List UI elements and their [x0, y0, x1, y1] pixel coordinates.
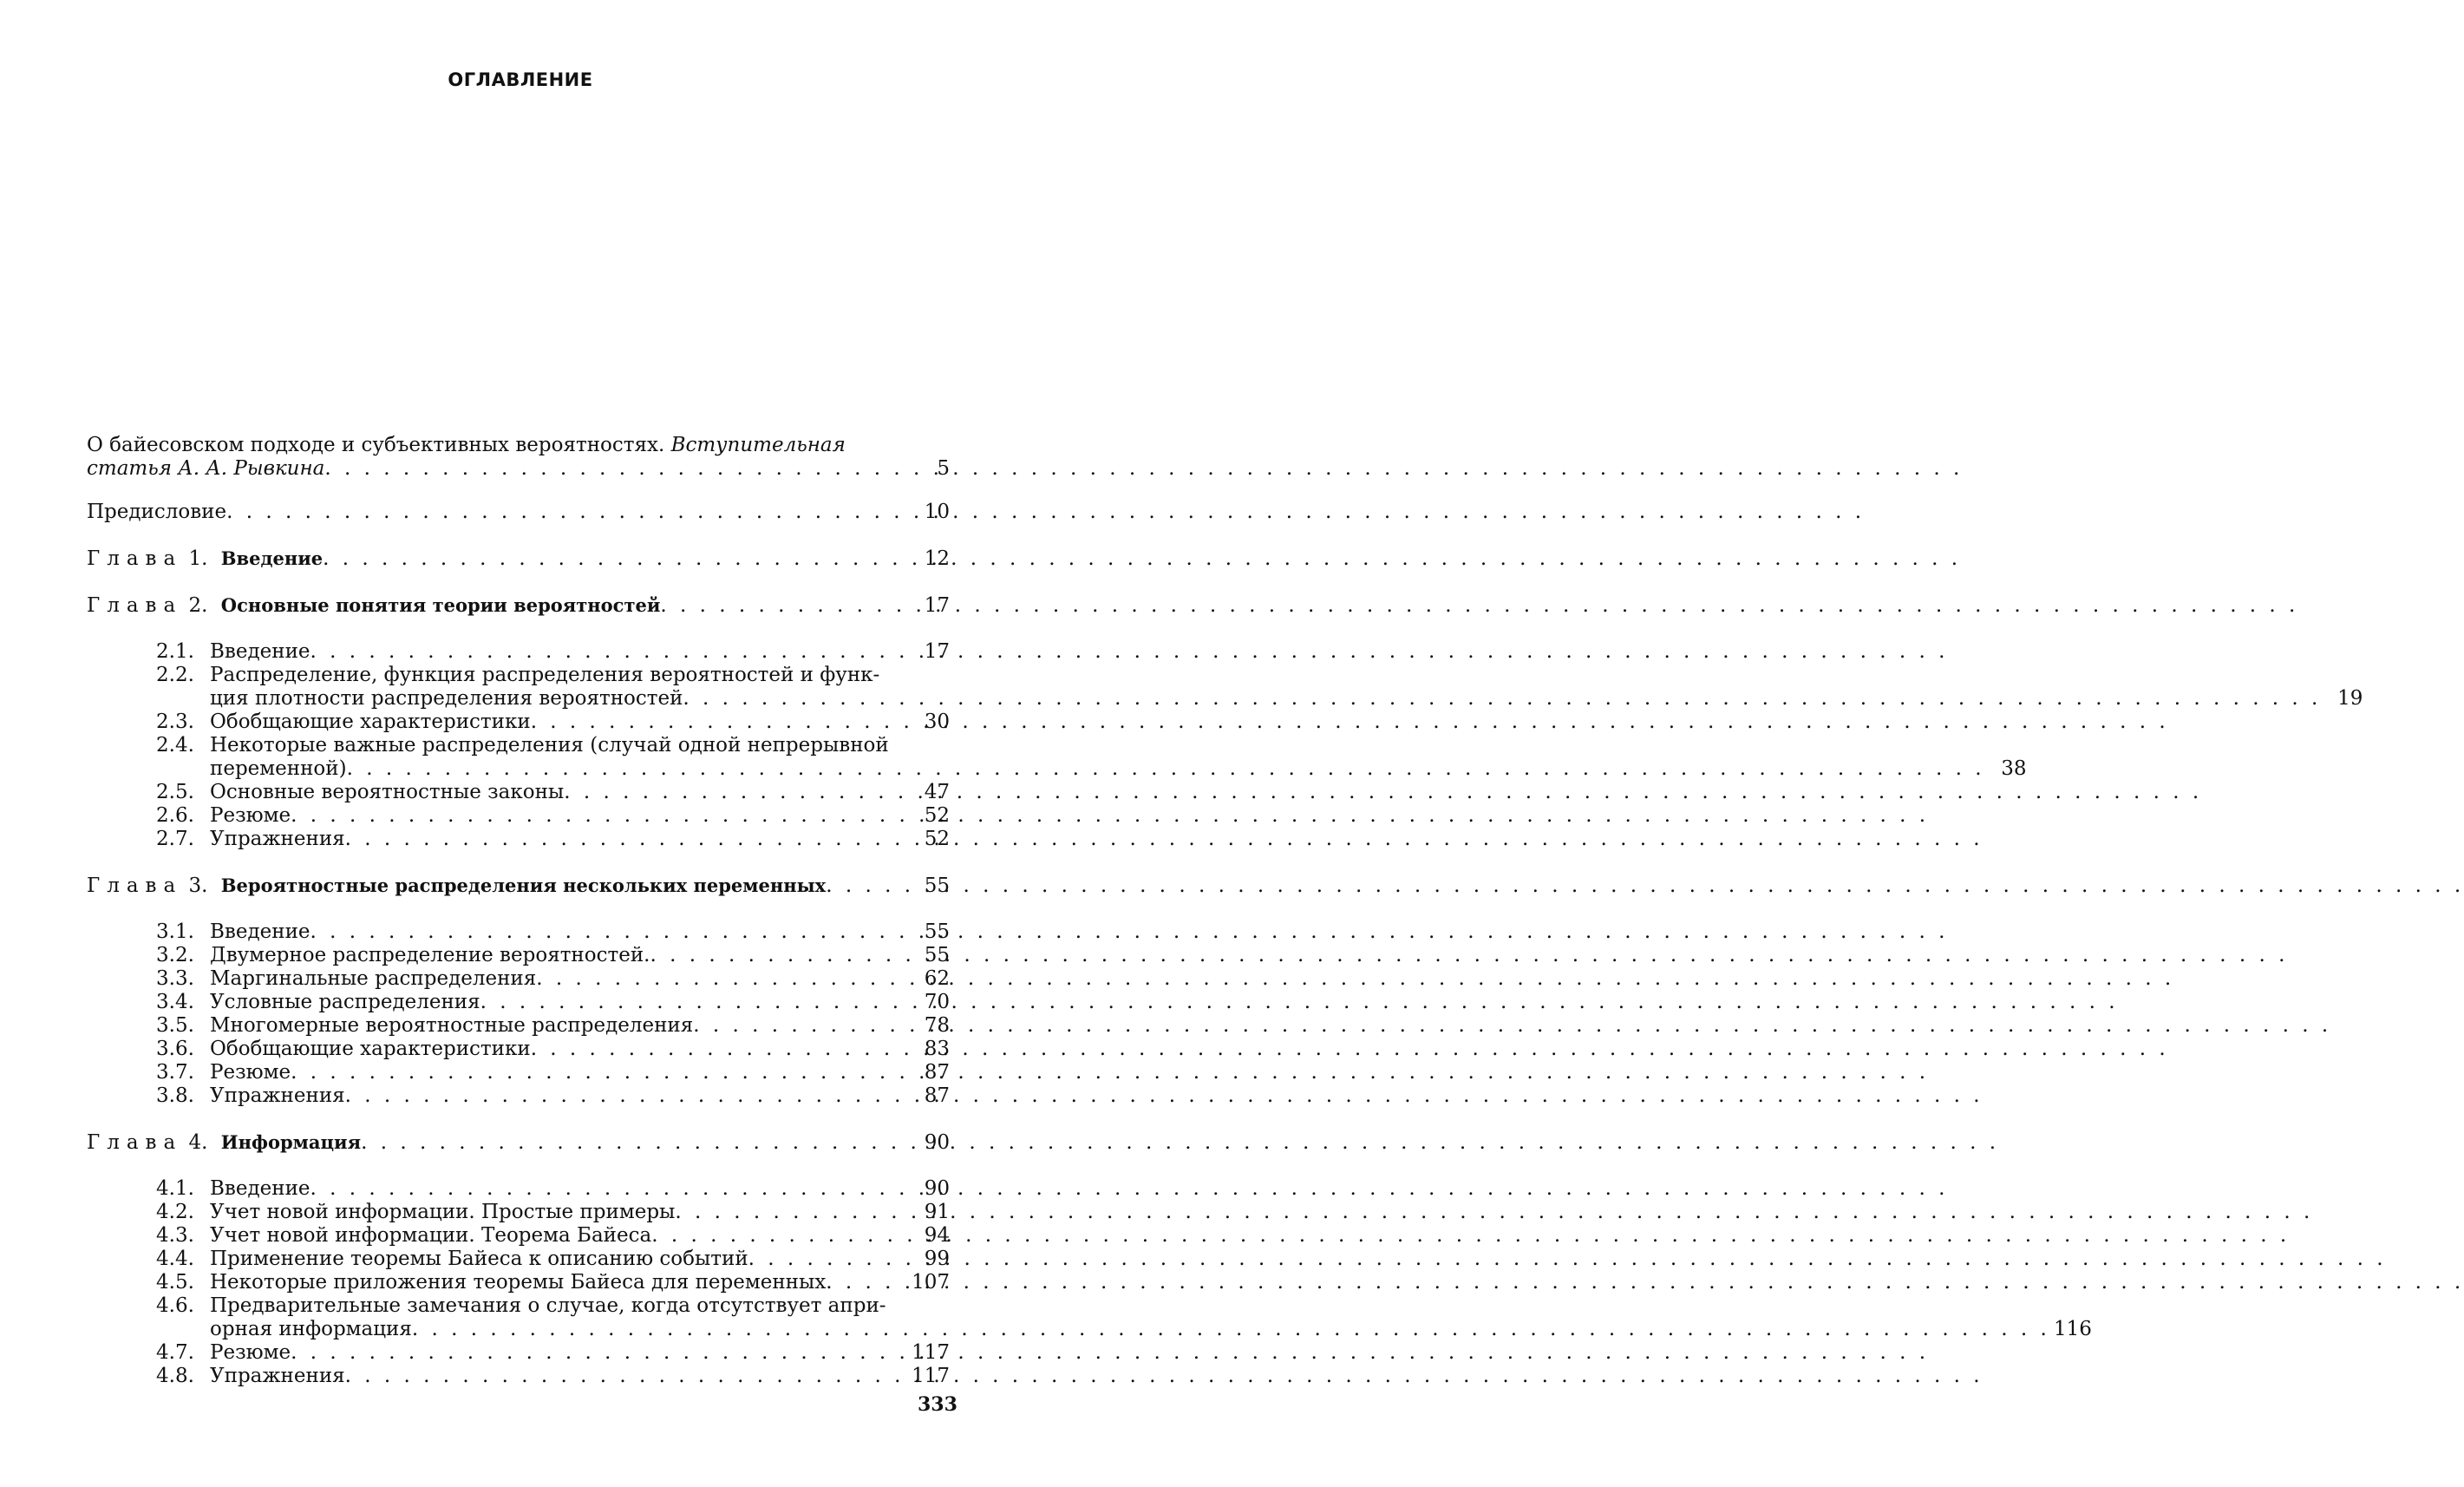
page-number: 90 [924, 1131, 950, 1154]
section-title: Упражнения [210, 828, 345, 850]
toc-section-entry[interactable] [87, 1084, 950, 1108]
page-number: 87 [924, 1061, 950, 1084]
toc-section-entry[interactable] [87, 711, 950, 734]
leader-dots [310, 640, 1949, 664]
page-number: 55 [924, 944, 950, 966]
page-number: 99 [924, 1248, 950, 1270]
toc-section-entry[interactable] [87, 1365, 950, 1388]
page-number: 55 [924, 875, 950, 897]
leader-dots [826, 1271, 2464, 1294]
leader-dots [536, 967, 2174, 991]
leader-dots [650, 944, 2288, 967]
chapter-word: Глава [87, 1131, 183, 1154]
section-number: 2.6. [156, 804, 194, 827]
leader-dots [651, 1224, 2290, 1248]
section-number: 4.5. [156, 1271, 194, 1294]
chapter-word: Глава [87, 875, 183, 897]
page-number: 5 [937, 457, 950, 480]
leader-dots [291, 1061, 1929, 1084]
leader-dots [531, 711, 2169, 734]
page-number: 55 [924, 920, 950, 943]
section-number: 2.1. [156, 640, 194, 663]
section-title-line-1: Предварительные замечания о случае, когда отсутствует апри- [210, 1294, 886, 1317]
toc-section-entry[interactable] [87, 967, 950, 991]
leader-dots [226, 501, 1865, 524]
section-title: Применение теоремы Байеса к описанию событий [210, 1248, 748, 1270]
chapter-word: Глава [87, 594, 183, 617]
leader-dots [310, 1177, 1949, 1201]
page-number: 90 [924, 1177, 950, 1200]
folio-page-number: 333 [918, 1393, 957, 1416]
chapter-word: Глава [87, 547, 183, 570]
section-number: 3.4. [156, 991, 194, 1013]
table-of-contents [87, 434, 2363, 1388]
page-number: 17 [924, 640, 950, 663]
section-title: Учет новой информации. Простые примеры [210, 1201, 676, 1223]
toc-section-entry[interactable] [87, 1341, 950, 1365]
section-title: Введение [210, 1177, 310, 1200]
section-number: 3.3. [156, 967, 194, 990]
toc-section-entry[interactable] [87, 1014, 950, 1038]
section-title: Маргинальные распределения [210, 967, 537, 990]
toc-section-entry[interactable] [87, 1248, 950, 1271]
leader-dots [564, 781, 2202, 804]
section-title: Резюме [210, 1061, 291, 1084]
section-title: Основные вероятностные законы [210, 781, 565, 803]
page-number: 52 [924, 828, 950, 850]
toc-preface-entry[interactable] [87, 501, 950, 524]
section-number: 4.8. [156, 1365, 194, 1387]
toc-chapter-3[interactable] [87, 874, 950, 898]
toc-section-entry[interactable] [87, 920, 950, 944]
toc-section-entry[interactable] [87, 991, 950, 1014]
toc-section-entry[interactable] [87, 781, 950, 804]
section-title: Обобщающие характеристики [210, 711, 531, 733]
sections-chapter-2 [87, 640, 2363, 851]
toc-section-entry[interactable] [87, 640, 950, 664]
page-number: 78 [924, 1014, 950, 1037]
page-number: 83 [924, 1038, 950, 1060]
section-number: 4.1. [156, 1177, 194, 1200]
section-title: Упражнения [210, 1365, 345, 1387]
section-number: 2.7. [156, 828, 194, 850]
toc-section-entry[interactable] [87, 1177, 950, 1201]
section-number: 3.2. [156, 944, 194, 966]
leader-dots [660, 594, 2298, 618]
chapter-number: 2. [188, 594, 208, 617]
section-title: Условные распределения [210, 991, 480, 1013]
toc-section-entry[interactable] [87, 1224, 950, 1248]
chapter-number: 1. [188, 547, 208, 570]
section-title: Введение [210, 920, 310, 943]
section-title: Двумерное распределение вероятностей. [210, 944, 650, 966]
page-number: 116 [2053, 1318, 2092, 1340]
sections-chapter-3 [87, 920, 950, 1108]
page-number: 117 [912, 1365, 950, 1387]
leader-dots [345, 1365, 1984, 1388]
section-title: Резюме [210, 804, 291, 827]
section-number: 4.7. [156, 1341, 194, 1364]
section-title: Некоторые приложения теоремы Байеса для переменных [210, 1271, 827, 1294]
sections-chapter-4 [87, 1177, 2092, 1388]
leader-dots [480, 991, 2119, 1014]
section-title: Резюме [210, 1341, 291, 1364]
chapter-title: Основные понятия теории вероятностей [220, 594, 661, 616]
section-number: 2.4. [156, 734, 194, 757]
section-title: Введение [210, 640, 310, 663]
section-number: 2.3. [156, 711, 194, 733]
page-number: 38 [2001, 757, 2027, 780]
leader-dots [361, 1131, 1999, 1155]
leader-dots [310, 920, 1949, 944]
leader-dots [412, 1318, 2050, 1341]
page-number: 19 [2337, 687, 2363, 710]
section-title: Учет новой информации. Теорема Байеса [210, 1224, 652, 1247]
intro-line-2 [87, 457, 950, 481]
leader-dots [291, 1341, 1929, 1365]
section-title: Многомерные вероятностные распределения [210, 1014, 694, 1037]
toc-section-entry[interactable] [87, 734, 2027, 781]
toc-section-entry[interactable] [87, 1038, 950, 1061]
toc-section-entry[interactable] [87, 664, 2363, 711]
page-title: ОГЛАВЛЕНИЕ [448, 69, 593, 90]
page-number: 52 [924, 804, 950, 827]
leader-dots [345, 1084, 1984, 1108]
chapter-number: 4. [188, 1131, 208, 1154]
section-number: 3.7. [156, 1061, 194, 1084]
section-title: Обобщающие характеристики [210, 1038, 531, 1060]
page-number: 30 [924, 711, 950, 733]
toc-chapter-2[interactable] [87, 593, 950, 618]
section-title-line-2: переменной) [210, 757, 347, 780]
page-number: 117 [912, 1341, 950, 1364]
page-number: 12 [924, 547, 950, 570]
toc-section-entry[interactable] [87, 1061, 950, 1084]
page-number: 10 [924, 501, 950, 523]
leader-dots [531, 1038, 2169, 1061]
intro-line-1 [87, 434, 950, 457]
toc-section-entry[interactable] [87, 1201, 950, 1224]
page-number: 94 [924, 1224, 950, 1247]
section-number: 3.6. [156, 1038, 194, 1060]
toc-section-entry[interactable] [87, 828, 950, 851]
toc-chapter-1[interactable] [87, 547, 950, 571]
intro-text: О байесовском подходе и субъективных вероятностях. [87, 434, 671, 456]
intro-italic-2: статья А. А. Рывкина [87, 457, 325, 480]
page-number: 62 [924, 967, 950, 990]
page-number: 87 [924, 1084, 950, 1107]
section-title-line-1: Некоторые важные распределения (случай одной непрерывной [210, 734, 889, 757]
page-number: 70 [924, 991, 950, 1013]
section-number: 3.8. [156, 1084, 194, 1107]
chapter-title: Введение [220, 547, 324, 569]
toc-section-entry[interactable] [87, 1294, 2092, 1341]
leader-dots [347, 757, 1985, 781]
toc-section-entry[interactable] [87, 1271, 950, 1294]
chapter-title: Информация [220, 1131, 362, 1153]
intro-italic-1: Вступительная [670, 434, 846, 456]
chapter-title: Вероятностные распределения нескольких переменных [220, 875, 827, 896]
page-number: 47 [924, 781, 950, 803]
page-number: 107 [912, 1271, 950, 1294]
page-number: 17 [924, 594, 950, 617]
leader-dots [748, 1248, 2387, 1271]
page-number: 91 [924, 1201, 950, 1223]
section-title-line-2: ция плотности распределения вероятностей [210, 687, 683, 710]
leader-dots [683, 687, 2321, 711]
leader-dots [826, 875, 2464, 898]
leader-dots [345, 828, 1984, 851]
leader-dots [324, 457, 1963, 481]
section-title-line-2: орная информация [210, 1318, 412, 1340]
section-number: 3.5. [156, 1014, 194, 1037]
section-title-line-1: Распределение, функция распределения вероятностей и функ- [210, 664, 880, 686]
section-number: 2.2. [156, 664, 194, 686]
leader-dots [323, 547, 1961, 571]
toc-chapter-4[interactable] [87, 1130, 950, 1155]
section-number: 4.4. [156, 1248, 194, 1270]
section-number: 4.3. [156, 1224, 194, 1247]
section-title: Упражнения [210, 1084, 345, 1107]
preface-label: Предисловие [87, 501, 227, 523]
section-number: 2.5. [156, 781, 194, 803]
section-number: 4.2. [156, 1201, 194, 1223]
section-number: 3.1. [156, 920, 194, 943]
section-number: 4.6. [156, 1294, 194, 1317]
leader-dots [291, 804, 1929, 828]
toc-section-entry[interactable] [87, 944, 950, 967]
chapter-number: 3. [188, 875, 208, 897]
toc-intro-entry[interactable] [87, 434, 950, 481]
toc-section-entry[interactable] [87, 804, 950, 828]
